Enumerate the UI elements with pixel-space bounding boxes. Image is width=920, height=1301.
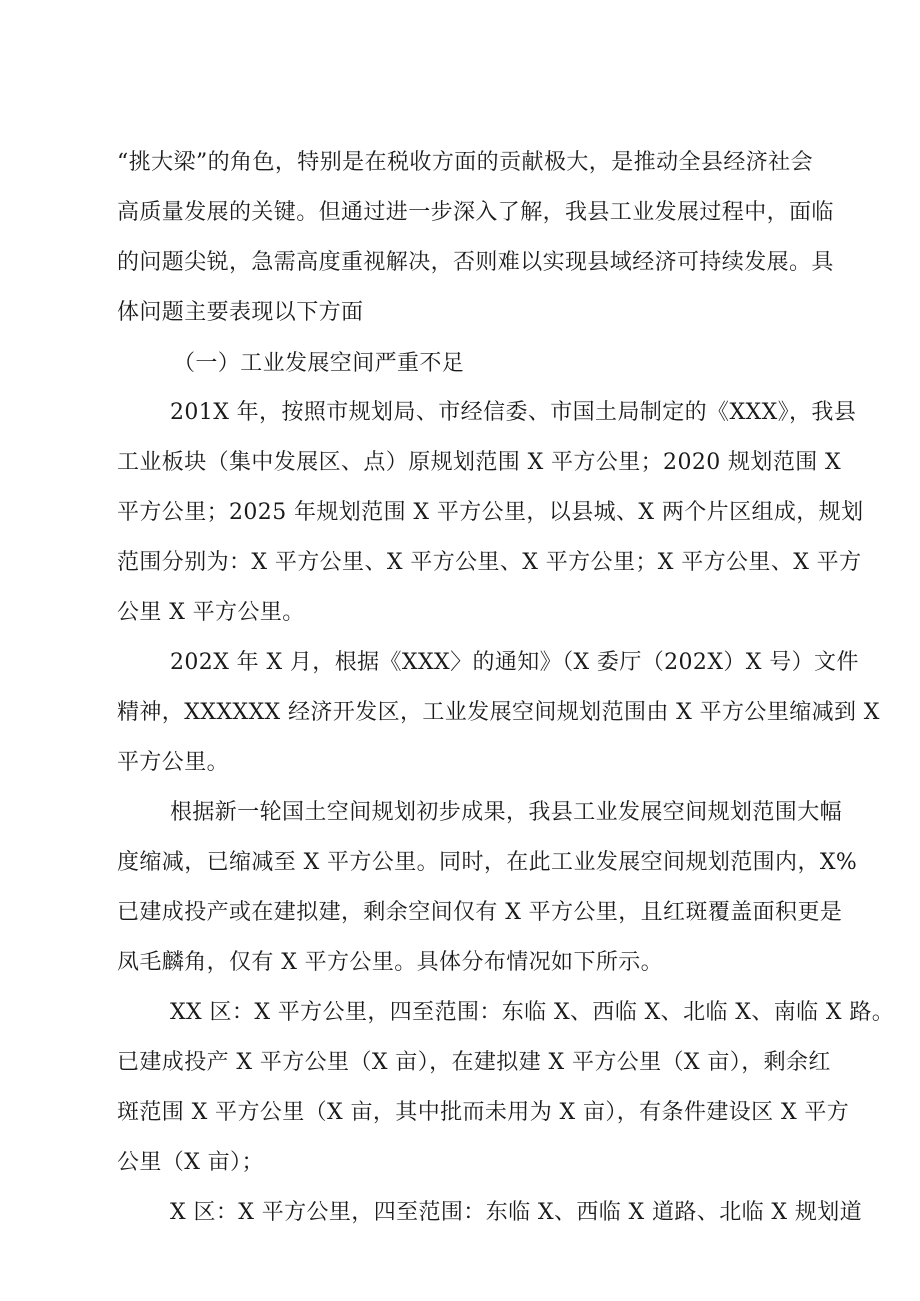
- paragraph-line: X 区：X 平方公里，四至范围：东临 X、西临 X 道路、北临 X 规划道: [170, 1200, 863, 1225]
- paragraph-line: 范围分别为：X 平方公里、X 平方公里、X 平方公里；X 平方公里、X 平方: [117, 550, 862, 575]
- paragraph-line: 201X 年，按照市规划局、市经信委、市国土局制定的《XXX》，我县: [170, 400, 857, 425]
- paragraph-line: 已建成投产或在建拟建，剩余空间仅有 X 平方公里，且红斑覆盖面积更是: [117, 900, 843, 925]
- paragraph-line: 凤毛麟角，仅有 X 平方公里。具体分布情况如下所示。: [117, 950, 664, 975]
- paragraph-line: 平方公里。: [117, 750, 230, 775]
- paragraph-line: 精神，XXXXXX 经济开发区，工业发展空间规划范围由 X 平方公里缩减到 X: [117, 700, 880, 725]
- paragraph-line: 平方公里；2025 年规划范围 X 平方公里，以县城、X 两个片区组成，规划: [117, 500, 864, 525]
- paragraph-line: 公里（X 亩）；: [117, 1150, 264, 1175]
- paragraph-line: 已建成投产 X 平方公里（X 亩），在建拟建 X 平方公里（X 亩），剩余红: [117, 1050, 831, 1075]
- paragraph-line: XX 区：X 平方公里，四至范围：东临 X、西临 X、北临 X、南临 X 路。: [170, 1000, 895, 1025]
- section-heading: （一）工业发展空间严重不足: [173, 351, 465, 376]
- paragraph-line: 根据新一轮国土空间规划初步成果，我县工业发展空间规划范围大幅: [170, 800, 843, 825]
- paragraph-line: 公里 X 平方公里。: [117, 600, 305, 625]
- paragraph-line: 工业板块（集中发展区、点）原规划范围 X 平方公里；2020 规划范围 X: [117, 450, 842, 475]
- paragraph-line: 斑范围 X 平方公里（X 亩，其中批而未用为 X 亩），有条件建设区 X 平方: [117, 1100, 850, 1125]
- paragraph-line: 的问题尖锐，急需高度重视解决，否则难以实现县域经济可持续发展。具: [117, 250, 834, 275]
- paragraph-line: 体问题主要表现以下方面: [117, 300, 364, 325]
- paragraph-line: “挑大梁”的角色，特别是在税收方面的贡献极大，是推动全县经济社会: [117, 150, 813, 175]
- paragraph-line: 202X 年 X 月，根据《XXX〉的通知》（X 委厅（202X）X 号）文件: [170, 650, 859, 675]
- paragraph-line: 高质量发展的关键。但通过进一步深入了解，我县工业发展过程中，面临: [117, 200, 834, 225]
- paragraph-line: 度缩减，已缩减至 X 平方公里。同时，在此工业发展空间规划范围内，X%: [117, 850, 858, 875]
